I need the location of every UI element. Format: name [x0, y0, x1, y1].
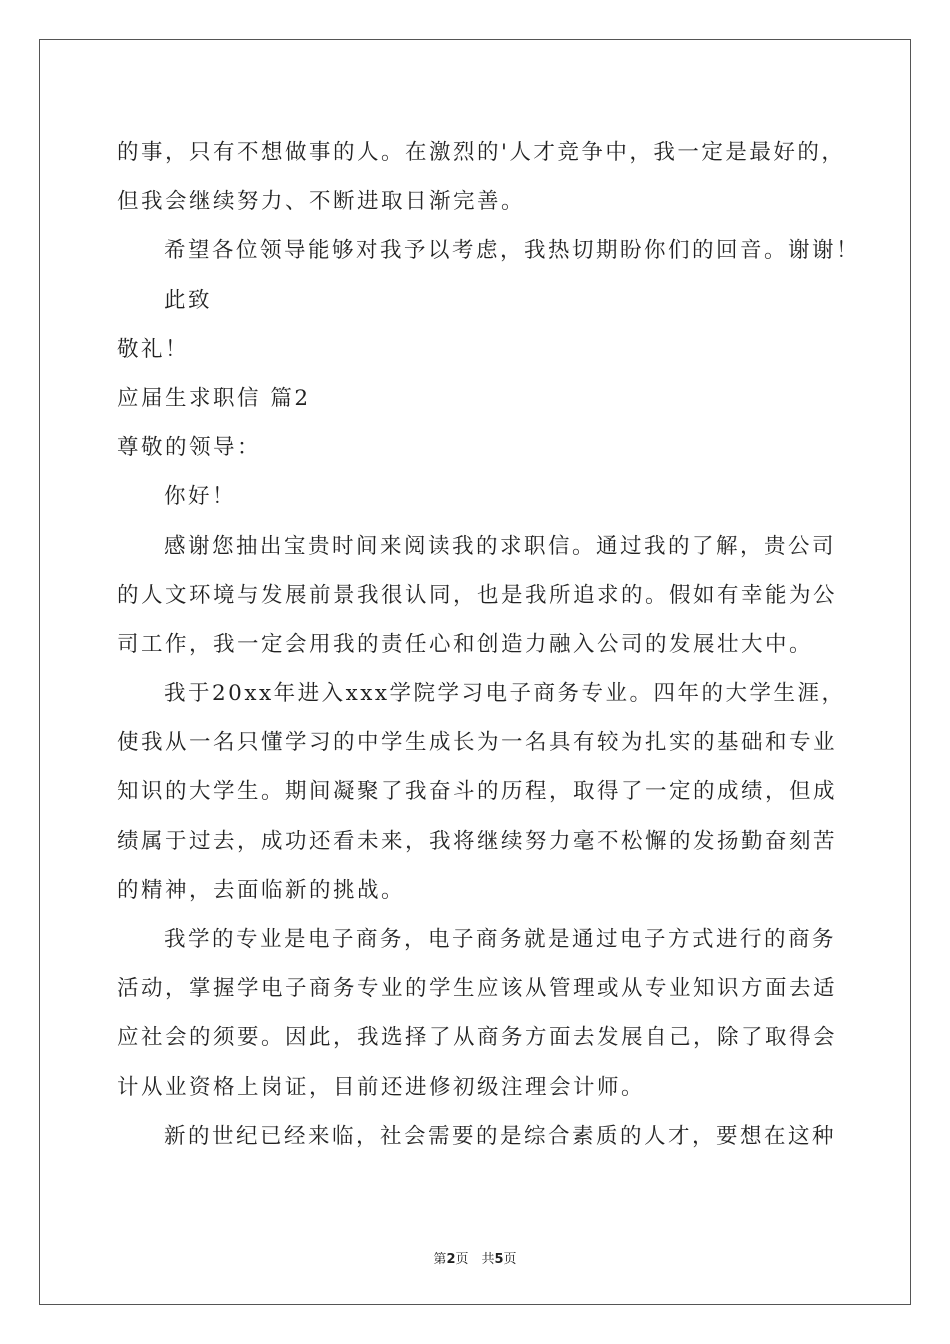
text-line: 我学的专业是电子商务，电子商务就是通过电子方式进行的商务: [164, 927, 837, 952]
page-prefix: 第: [433, 1252, 447, 1267]
section-title: 应届生求职信 篇2: [117, 385, 311, 411]
page-footer: [0, 1248, 950, 1267]
text-line: 应社会的须要。因此，我选择了从商务方面去发展自己，除了取得会: [117, 1025, 838, 1051]
text-line: 活动，掌握学电子商务专业的学生应该从管理或从专业知识方面去适: [117, 976, 838, 1002]
page-current: 2: [446, 1252, 456, 1267]
text-line: 的精神，去面临新的挑战。: [117, 877, 406, 903]
salutation-line: 敬礼！: [117, 336, 190, 362]
greeting-line: 你好！: [164, 484, 237, 510]
text-line: 绩属于过去，成功还看未来，我将继续努力毫不松懈的发扬勤奋刻苦: [117, 828, 838, 854]
page-suffix: 页: [503, 1252, 517, 1267]
closing-line: 此致: [164, 287, 213, 313]
page-total: 5: [494, 1252, 504, 1267]
text-line: 司工作，我一定会用我的责任心和创造力融入公司的发展壮大中。: [117, 631, 814, 657]
text-line: 使我从一名只懂学习的中学生成长为一名具有较为扎实的基础和专业: [117, 730, 838, 756]
text-line: 新的世纪已经来临，社会需要的是综合素质的人才，要想在这种: [164, 1123, 837, 1149]
document-body: [117, 128, 861, 1161]
text-line: 知识的大学生。期间凝聚了我奋斗的历程，取得了一定的成绩，但成: [117, 779, 838, 805]
text-line: 但我会继续努力、不断进取日渐完善。: [117, 189, 526, 215]
text-line: 感谢您抽出宝贵时间来阅读我的求职信。通过我的了解，贵公司: [164, 533, 837, 559]
text-line: 计从业资格上岗证，目前还进修初级注理会计师。: [117, 1074, 646, 1100]
text-line: 的人文环境与发展前景我很认同，也是我所追求的。假如有幸能为公: [117, 582, 838, 608]
greeting-line: 尊敬的领导：: [117, 435, 262, 461]
page-mid: 页 共: [455, 1252, 495, 1267]
text-line: 的事，只有不想做事的人。在激烈的'人才竞争中，我一定是最好的，: [117, 140, 846, 165]
text-line: 希望各位领导能够对我予以考虑，我热切期盼你们的回音。谢谢！: [164, 238, 861, 264]
text-line: 我于20xx年进入xxx学院学习电子商务专业。四年的大学生涯，: [164, 681, 846, 707]
